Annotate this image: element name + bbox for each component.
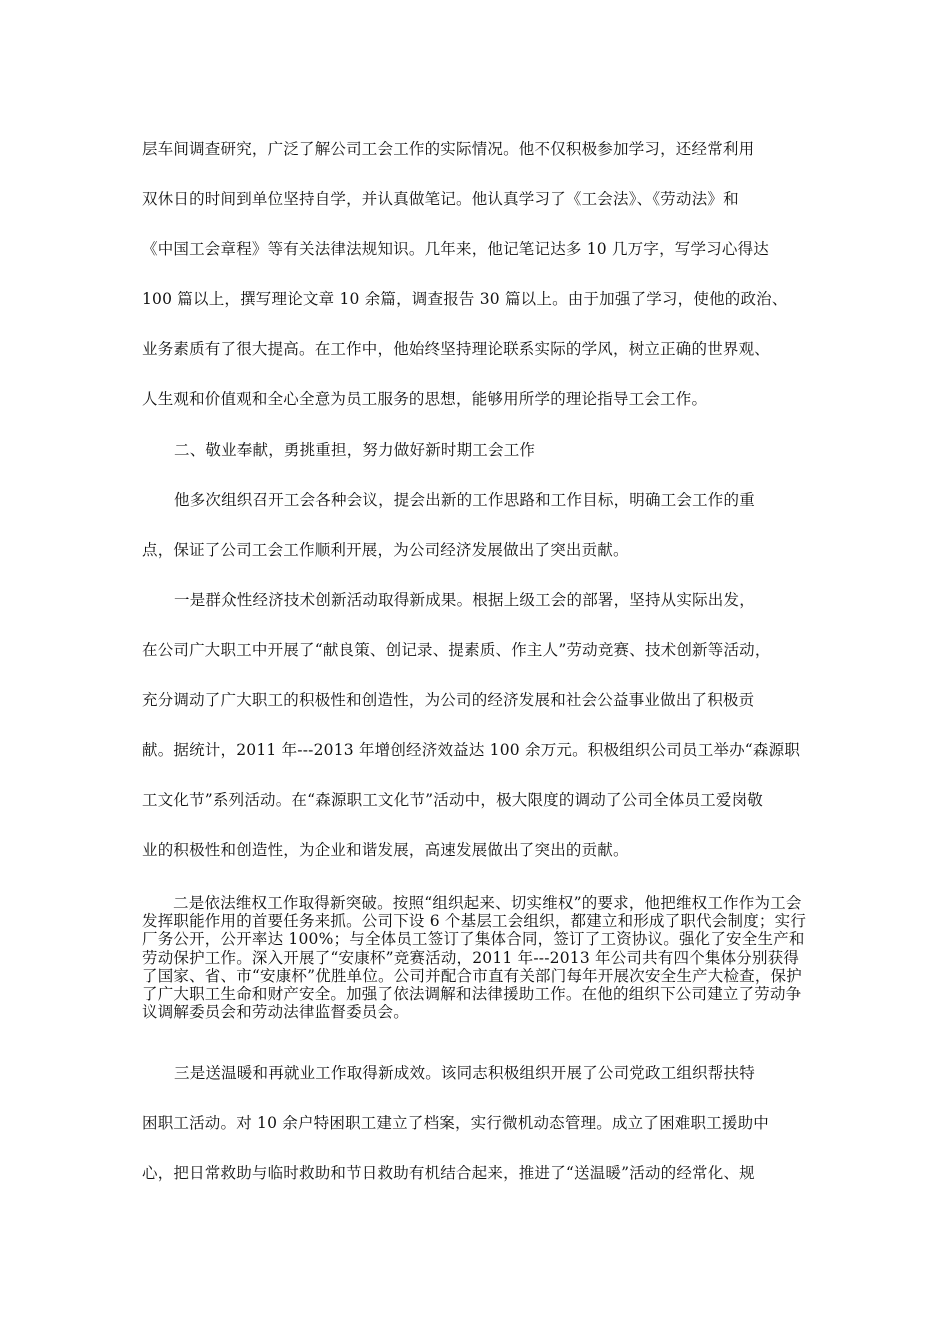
- body-text-line: 一是群众性经济技术创新活动取得新成果。根据上级工会的部署，坚持从实际出发，: [174, 591, 755, 609]
- body-text-line: 双休日的时间到单位坚持自学，并认真做笔记。他认真学习了《工会法》、《劳动法》和: [142, 190, 739, 208]
- dense-paragraph: 二是依法维权工作取得新突破。按照“组织起来、切实维权”的要求，他把维权工作作为工会发挥职能作用的首要任务来抓。公司下设 6 个基层工会组织，都建立和形成了职代会制度；实行厂务公开，公开率达 100%；与全体员工签订了集体合同，签订了工资协议。强化了安全生产和劳动保护工作。深入开展了“安康杯”竞赛活动，2011 年---2013 年公司共有四个集体分别获得了国家、省、市“安康杯”优胜单位。公司并配合市直有关部门每年开展次安全生产大检查，保护了广大职工生命和财产安全。加强了依法调解和法律援助工作。在他的组织下公司建立了劳动争议调解委员会和劳动法律监督委员会。: [142, 894, 807, 1022]
- body-text-line: 他多次组织召开工会各种会议，提会出新的工作思路和工作目标，明确工会工作的重: [174, 491, 755, 509]
- body-text-line: 点，保证了公司工会工作顺利开展，为公司经济发展做出了突出贡献。: [142, 541, 629, 559]
- body-text-line: 业的积极性和创造性，为企业和谐发展，高速发展做出了突出的贡献。: [142, 841, 629, 859]
- body-text-line: 工文化节”系列活动。在“森源职工文化节”活动中，极大限度的调动了公司全体员工爱岗敬: [142, 791, 763, 809]
- body-text-line: 困职工活动。对 10 余户特困职工建立了档案，实行微机动态管理。成立了困难职工援助中: [142, 1114, 769, 1132]
- body-text-line: 献。据统计，2011 年---2013 年增创经济效益达 100 余万元。积极组织公司员工举办“森源职: [142, 741, 801, 759]
- section-heading: 二、敬业奉献，勇挑重担，努力做好新时期工会工作: [174, 441, 536, 459]
- body-text-line: 心，把日常救助与临时救助和节日救助有机结合起来，推进了“送温暖”活动的经常化、规: [142, 1164, 755, 1182]
- body-text-line: 在公司广大职工中开展了“献良策、创记录、提素质、作主人”劳动竞赛、技术创新等活动，: [142, 641, 771, 659]
- body-text-line: 层车间调查研究，广泛了解公司工会工作的实际情况。他不仅积极参加学习，还经常利用: [142, 140, 755, 158]
- body-text-line: 充分调动了广大职工的积极性和创造性，为公司的经济发展和社会公益事业做出了积极贡: [142, 691, 755, 709]
- body-text-line: 人生观和价值观和全心全意为员工服务的思想，能够用所学的理论指导工会工作。: [142, 390, 708, 408]
- body-text-line: 《中国工会章程》等有关法律法规知识。几年来，他记笔记达多 10 几万字，写学习心得达: [142, 240, 769, 258]
- body-text-line: 三是送温暖和再就业工作取得新成效。该同志积极组织开展了公司党政工组织帮扶特: [174, 1064, 755, 1082]
- body-text-line: 100 篇以上，撰写理论文章 10 余篇，调查报告 30 篇以上。由于加强了学习，使他的政治、: [142, 290, 788, 308]
- body-text-line: 业务素质有了很大提高。在工作中，他始终坚持理论联系实际的学风，树立正确的世界观、: [142, 340, 771, 358]
